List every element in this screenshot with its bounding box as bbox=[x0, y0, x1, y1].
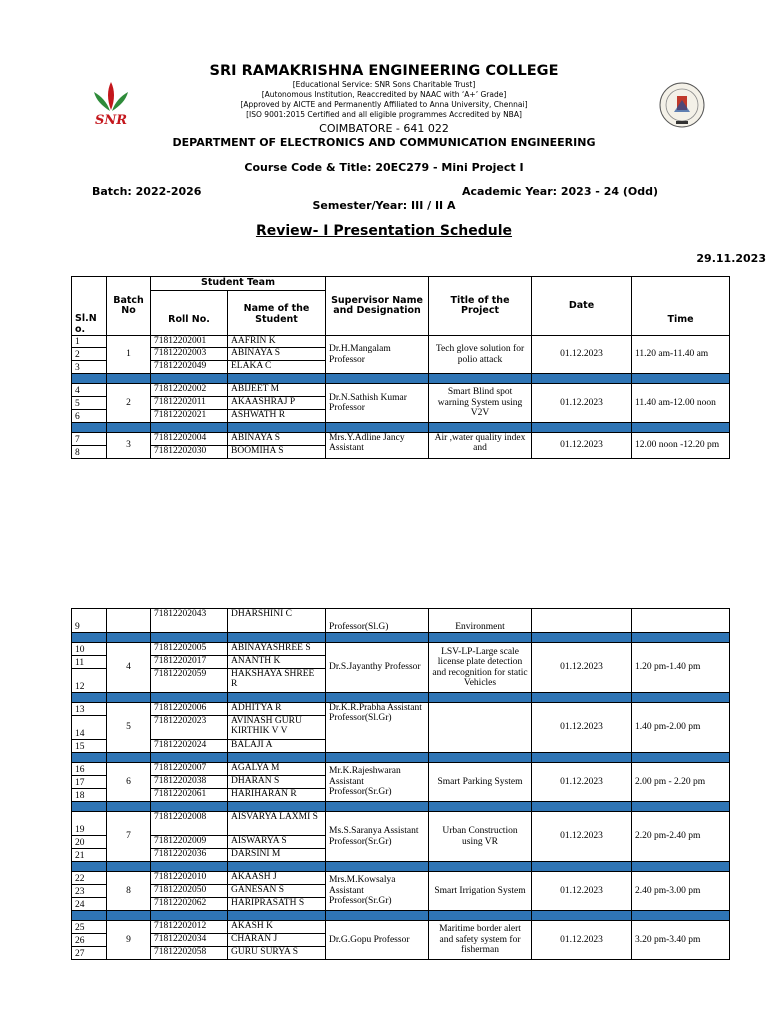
roll-cell: 71812202038 bbox=[151, 776, 228, 789]
name-cell: DHARSHINI C bbox=[228, 609, 326, 633]
group-separator bbox=[72, 374, 730, 384]
group-separator bbox=[72, 693, 730, 703]
time-cell bbox=[632, 609, 730, 633]
name-cell: AKASH K bbox=[228, 921, 326, 934]
supervisor-cell: Dr.K.R.Prabha Assistant Professor(Sl.Gr) bbox=[326, 703, 429, 753]
date-cell: 01.12.2023 bbox=[532, 336, 632, 374]
date-cell: 01.12.2023 bbox=[532, 812, 632, 862]
roll-cell: 71812202007 bbox=[151, 763, 228, 776]
roll-cell: 71812202062 bbox=[151, 898, 228, 911]
group-separator bbox=[72, 802, 730, 812]
name-cell: HARIPRASATH S bbox=[228, 898, 326, 911]
roll-cell: 71812202003 bbox=[151, 348, 228, 361]
roll-cell: 71812202012 bbox=[151, 921, 228, 934]
date-cell: 01.12.2023 bbox=[532, 921, 632, 960]
slno-cell: 3 bbox=[72, 361, 107, 374]
header-title: Title of the Project bbox=[429, 277, 532, 336]
slno-cell: 19 bbox=[72, 812, 107, 836]
department: DEPARTMENT OF ELECTRONICS AND COMMUNICATION ENGINEERING bbox=[172, 136, 596, 149]
table-row bbox=[72, 763, 730, 776]
header-student-team: Student Team bbox=[151, 277, 326, 291]
supervisor-cell: Dr.G.Gopu Professor bbox=[326, 921, 429, 960]
slno-cell: 10 bbox=[72, 643, 107, 656]
supervisor-cell: Mrs.Y.Adline Jancy Assistant bbox=[326, 433, 429, 459]
time-cell: 2.20 pm-2.40 pm bbox=[632, 812, 730, 862]
roll-cell: 71812202011 bbox=[151, 397, 228, 410]
supervisor-cell: Mr.K.Rajeshwaran Assistant Professor(Sr.Gr) bbox=[326, 763, 429, 802]
date-cell: 01.12.2023 bbox=[532, 703, 632, 753]
project-title-cell: Urban Construction using VR bbox=[429, 812, 532, 862]
roll-cell: 71812202009 bbox=[151, 836, 228, 849]
batch: Batch: 2022-2026 bbox=[92, 185, 202, 198]
supervisor-cell: Dr.S.Jayanthy Professor bbox=[326, 643, 429, 693]
slno-cell: 4 bbox=[72, 384, 107, 397]
table-row bbox=[72, 812, 730, 836]
date-cell: 01.12.2023 bbox=[532, 643, 632, 693]
schedule-table-page-2 bbox=[71, 608, 730, 960]
header-line-2: [Autonomous Institution, Reaccredited by NAAC with ‘A+’ Grade] bbox=[261, 90, 507, 99]
date-cell bbox=[532, 609, 632, 633]
name-cell: ABINAYASHREE S bbox=[228, 643, 326, 656]
slno-cell: 23 bbox=[72, 885, 107, 898]
time-cell: 11.40 am-12.00 noon bbox=[632, 384, 730, 423]
name-cell: AKAASH J bbox=[228, 872, 326, 885]
slno-cell: 26 bbox=[72, 934, 107, 947]
project-title-cell: Smart Irrigation System bbox=[429, 872, 532, 911]
header-date: Date bbox=[532, 277, 632, 336]
slno-cell: 20 bbox=[72, 836, 107, 849]
name-cell: ANANTH K bbox=[228, 656, 326, 669]
name-cell: AGALYA M bbox=[228, 763, 326, 776]
time-cell: 1.40 pm-2.00 pm bbox=[632, 703, 730, 753]
table-row bbox=[72, 384, 730, 397]
time-cell: 11.20 am-11.40 am bbox=[632, 336, 730, 374]
group-separator bbox=[72, 633, 730, 643]
batch-cell: 3 bbox=[107, 433, 151, 459]
schedule-table-page-1 bbox=[71, 276, 730, 459]
project-title-cell: Maritime border alert and safety system for fisherman bbox=[429, 921, 532, 960]
slno-cell: 25 bbox=[72, 921, 107, 934]
date-cell: 01.12.2023 bbox=[532, 384, 632, 423]
supervisor-cell: Dr.H.Mangalam Professor bbox=[326, 336, 429, 374]
name-cell: HARIHARAN R bbox=[228, 789, 326, 802]
batch-cell: 7 bbox=[107, 812, 151, 862]
header-time: Time bbox=[632, 277, 730, 336]
time-cell: 3.20 pm-3.40 pm bbox=[632, 921, 730, 960]
slno-cell: 17 bbox=[72, 776, 107, 789]
project-title-cell: Air ,water quality index and bbox=[429, 433, 532, 459]
header-supervisor: Supervisor Name and Designation bbox=[326, 277, 429, 336]
roll-cell: 71812202034 bbox=[151, 934, 228, 947]
name-cell: ADHITYA R bbox=[228, 703, 326, 716]
project-title-cell: Smart Blind spot warning System using V2V bbox=[429, 384, 532, 423]
project-title-cell: Smart Parking System bbox=[429, 763, 532, 802]
slno-cell: 14 bbox=[72, 716, 107, 740]
project-title-cell bbox=[429, 703, 532, 753]
roll-cell: 71812202005 bbox=[151, 643, 228, 656]
name-cell: AVINASH GURU KIRTHIK V V bbox=[228, 716, 326, 740]
batch-cell: 9 bbox=[107, 921, 151, 960]
slno-cell: 2 bbox=[72, 348, 107, 361]
name-cell: AKAASHRAJ P bbox=[228, 397, 326, 410]
name-cell: ASHWATH R bbox=[228, 410, 326, 423]
slno-cell: 7 bbox=[72, 433, 107, 446]
batch-cell: 5 bbox=[107, 703, 151, 753]
name-cell: AISWARYA S bbox=[228, 836, 326, 849]
name-cell: DHARAN S bbox=[228, 776, 326, 789]
roll-cell: 71812202058 bbox=[151, 947, 228, 960]
header-line-3: [Approved by AICTE and Permanently Affiliated to Anna University, Chennai] bbox=[240, 100, 528, 109]
group-separator bbox=[72, 753, 730, 763]
slno-cell: 13 bbox=[72, 703, 107, 716]
name-cell: ABINAYA S bbox=[228, 433, 326, 446]
slno-cell: 5 bbox=[72, 397, 107, 410]
header-slno: Sl.N o. bbox=[72, 277, 107, 336]
group-separator bbox=[72, 423, 730, 433]
supervisor-cell: Mrs.M.Kowsalya Assistant Professor(Sr.Gr) bbox=[326, 872, 429, 911]
date-cell: 01.12.2023 bbox=[532, 872, 632, 911]
city: COIMBATORE - 641 022 bbox=[319, 122, 449, 135]
slno-cell: 24 bbox=[72, 898, 107, 911]
name-cell: GURU SURYA S bbox=[228, 947, 326, 960]
slno-cell: 6 bbox=[72, 410, 107, 423]
time-cell: 12.00 noon -12.20 pm bbox=[632, 433, 730, 459]
project-title-cell: LSV-LP-Large scale license plate detection and recognition for static Vehicles bbox=[429, 643, 532, 693]
schedule-date: 29.11.2023 bbox=[696, 252, 766, 265]
roll-cell: 71812202017 bbox=[151, 656, 228, 669]
college-name: SRI RAMAKRISHNA ENGINEERING COLLEGE bbox=[209, 63, 559, 79]
slno-cell: 9 bbox=[72, 609, 107, 633]
time-cell: 1.20 pm-1.40 pm bbox=[632, 643, 730, 693]
academic-year: Academic Year: 2023 - 24 (Odd) bbox=[462, 185, 658, 198]
name-cell: ABINAYA S bbox=[228, 348, 326, 361]
table-row bbox=[72, 703, 730, 716]
slno-cell: 16 bbox=[72, 763, 107, 776]
name-cell: BOOMIHA S bbox=[228, 446, 326, 459]
name-cell: CHARAN J bbox=[228, 934, 326, 947]
supervisor-cell: Professor(Sl.G) bbox=[326, 609, 429, 633]
snr-logo-text: SNR bbox=[94, 113, 128, 128]
roll-cell: 71812202008 bbox=[151, 812, 228, 836]
table-row bbox=[72, 872, 730, 885]
roll-cell: 71812202061 bbox=[151, 789, 228, 802]
slno-cell: 8 bbox=[72, 446, 107, 459]
course-title: Course Code & Title: 20EC279 - Mini Project I bbox=[244, 161, 524, 174]
header-batch: Batch No bbox=[107, 277, 151, 336]
date-cell: 01.12.2023 bbox=[532, 763, 632, 802]
roll-cell: 71812202043 bbox=[151, 609, 228, 633]
date-cell: 01.12.2023 bbox=[532, 433, 632, 459]
review-title: Review- I Presentation Schedule bbox=[255, 223, 513, 239]
batch-cell: 8 bbox=[107, 872, 151, 911]
roll-cell: 71812202023 bbox=[151, 716, 228, 740]
slno-cell: 15 bbox=[72, 740, 107, 753]
project-title-cell: Tech glove solution for polio attack bbox=[429, 336, 532, 374]
batch-cell: 6 bbox=[107, 763, 151, 802]
table-row bbox=[72, 433, 730, 446]
table-row bbox=[72, 609, 730, 633]
name-cell: GANESAN S bbox=[228, 885, 326, 898]
name-cell: ELAKA C bbox=[228, 361, 326, 374]
table-row bbox=[72, 336, 730, 348]
project-title-cell: Environment bbox=[429, 609, 532, 633]
roll-cell: 71812202036 bbox=[151, 849, 228, 862]
slno-cell: 22 bbox=[72, 872, 107, 885]
roll-cell: 71812202049 bbox=[151, 361, 228, 374]
roll-cell: 71812202002 bbox=[151, 384, 228, 397]
name-cell: BALAJI A bbox=[228, 740, 326, 753]
roll-cell: 71812202050 bbox=[151, 885, 228, 898]
slno-cell: 11 bbox=[72, 656, 107, 669]
batch-cell bbox=[107, 609, 151, 633]
name-cell: AISVARYA LAXMI S bbox=[228, 812, 326, 836]
header-line-4: [ISO 9001:2015 Certified and all eligible programmes Accredited by NBA] bbox=[246, 110, 522, 119]
group-separator bbox=[72, 911, 730, 921]
supervisor-cell: Dr.N.Sathish Kumar Professor bbox=[326, 384, 429, 423]
header-line-1: [Educational Service: SNR Sons Charitable Trust] bbox=[292, 80, 476, 89]
batch-cell: 4 bbox=[107, 643, 151, 693]
table-row bbox=[72, 921, 730, 934]
roll-cell: 71812202006 bbox=[151, 703, 228, 716]
name-cell: AAFRIN K bbox=[228, 336, 326, 348]
supervisor-cell: Ms.S.Saranya Assistant Professor(Sr.Gr) bbox=[326, 812, 429, 862]
slno-cell: 21 bbox=[72, 849, 107, 862]
time-cell: 2.40 pm-3.00 pm bbox=[632, 872, 730, 911]
header-name: Name of the Student bbox=[228, 291, 326, 336]
batch-cell: 1 bbox=[107, 336, 151, 374]
name-cell: ABIJEET M bbox=[228, 384, 326, 397]
name-cell: HAKSHAYA SHREE R bbox=[228, 669, 326, 693]
roll-cell: 71812202059 bbox=[151, 669, 228, 693]
roll-cell: 71812202001 bbox=[151, 336, 228, 348]
time-cell: 2.00 pm - 2.20 pm bbox=[632, 763, 730, 802]
name-cell: DARSINI M bbox=[228, 849, 326, 862]
roll-cell: 71812202021 bbox=[151, 410, 228, 423]
table-row bbox=[72, 643, 730, 656]
slno-cell: 18 bbox=[72, 789, 107, 802]
group-separator bbox=[72, 862, 730, 872]
batch-cell: 2 bbox=[107, 384, 151, 423]
roll-cell: 71812202030 bbox=[151, 446, 228, 459]
roll-cell: 71812202024 bbox=[151, 740, 228, 753]
slno-cell: 12 bbox=[72, 669, 107, 693]
roll-cell: 71812202004 bbox=[151, 433, 228, 446]
slno-cell: 1 bbox=[72, 336, 107, 348]
header-roll: Roll No. bbox=[151, 291, 228, 336]
semester: Semester/Year: III / II A bbox=[312, 199, 456, 212]
slno-cell: 27 bbox=[72, 947, 107, 960]
roll-cell: 71812202010 bbox=[151, 872, 228, 885]
